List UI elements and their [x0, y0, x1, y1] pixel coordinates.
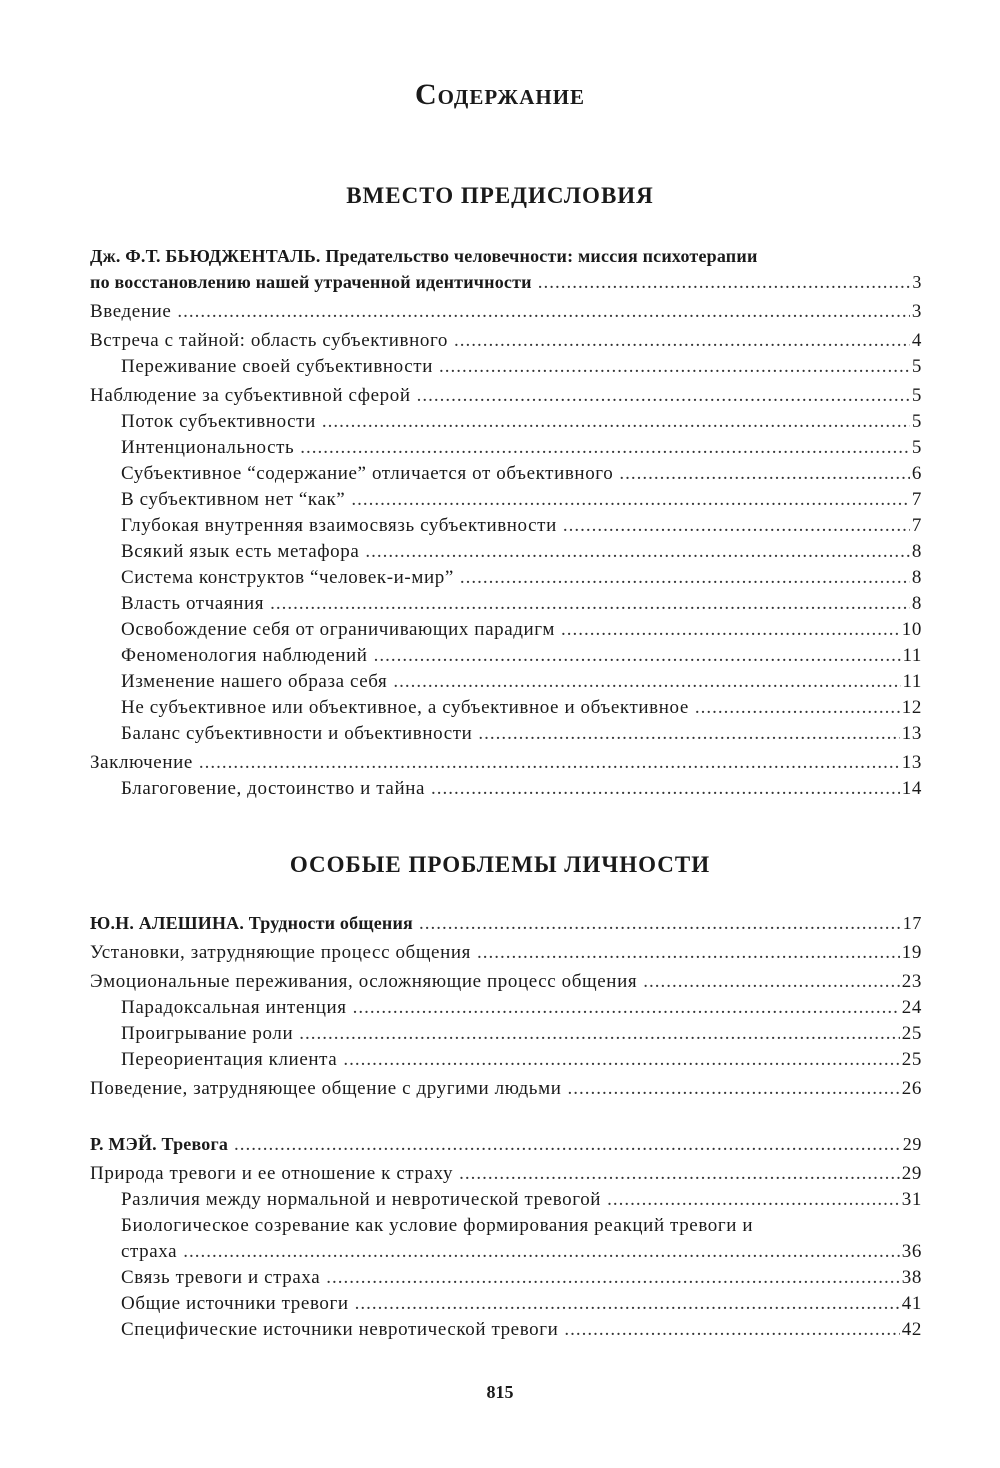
toc-item[interactable]	[90, 750, 922, 776]
entry-title: Система конструктов “человек-и-мир”	[121, 567, 454, 588]
entry-title: Интенциональность	[121, 437, 295, 458]
dot-leader	[365, 539, 910, 565]
toc-subitem[interactable]	[90, 995, 922, 1021]
page-ref: 3	[911, 301, 922, 322]
dot-leader	[478, 721, 899, 747]
toc-subitem[interactable]	[90, 1021, 922, 1047]
dot-leader	[695, 695, 900, 721]
dot-leader	[561, 617, 900, 643]
page-number: 815	[486, 1382, 514, 1402]
dot-leader	[454, 328, 910, 354]
toc-subitem[interactable]	[90, 1317, 922, 1343]
dot-leader	[322, 409, 910, 435]
dot-leader	[643, 969, 900, 995]
entry-title: Феноменология наблюдений	[121, 645, 368, 666]
entry-title: Р. МЭЙ. Тревога	[90, 1134, 229, 1154]
page-ref: 17	[902, 913, 922, 933]
toc-subitem[interactable]	[90, 1187, 922, 1213]
page-ref: 25	[901, 1023, 922, 1044]
toc-subitem[interactable]	[90, 643, 922, 669]
entry-title: Различия между нормальной и невротической тревогой	[121, 1189, 602, 1210]
page-ref: 29	[902, 1134, 922, 1154]
page-ref: 7	[911, 489, 922, 510]
toc-subitem[interactable]	[90, 1265, 922, 1291]
dot-leader	[183, 1239, 900, 1265]
page-ref: 41	[901, 1293, 922, 1314]
page-ref: 5	[911, 385, 922, 406]
page-ref: 3	[912, 272, 922, 292]
page-ref: 19	[901, 942, 922, 963]
entry-title: Не субъективное или объективное, а субъективное и объективное	[121, 697, 689, 718]
page-ref: 13	[901, 752, 922, 773]
page-ref: 4	[911, 330, 922, 351]
dot-leader	[477, 940, 900, 966]
page-ref: 24	[901, 997, 922, 1018]
chapter-title[interactable]	[90, 910, 922, 937]
page-ref: 23	[901, 971, 922, 992]
toc-item[interactable]	[90, 969, 922, 995]
entry-title: Освобождение себя от ограничивающих парадигм	[121, 619, 556, 640]
toc-subitem[interactable]	[90, 721, 922, 747]
page-ref: 29	[901, 1163, 922, 1184]
page-ref: 11	[902, 645, 922, 666]
page-ref: 42	[901, 1319, 922, 1340]
chapter-title[interactable]	[90, 269, 922, 296]
dot-leader	[199, 750, 900, 776]
toc-subitem[interactable]	[90, 776, 922, 802]
page-ref: 5	[911, 437, 922, 458]
page-ref: 25	[901, 1049, 922, 1070]
page-ref: 31	[901, 1189, 922, 1210]
chapter-title-line[interactable]: Дж. Ф.Т. БЬЮДЖЕНТАЛЬ. Предательство человечности: миссия психотерапии	[90, 246, 758, 266]
entry-title: Власть отчаяния	[121, 593, 265, 614]
page-ref: 10	[901, 619, 922, 640]
entry-title: Парадоксальная интенция	[121, 997, 347, 1018]
dot-leader	[439, 354, 910, 380]
entry-title: Наблюдение за субъективной сферой	[90, 385, 411, 406]
toc-subitem[interactable]	[90, 1047, 922, 1073]
dot-leader	[431, 776, 900, 802]
dot-leader	[355, 1291, 900, 1317]
dot-leader	[351, 487, 910, 513]
entry-title: Установки, затрудняющие процесс общения	[90, 942, 471, 963]
dot-leader	[419, 911, 901, 937]
entry-title: Связь тревоги и страха	[121, 1267, 321, 1288]
dot-leader	[374, 643, 901, 669]
toc-subitem[interactable]	[90, 695, 922, 721]
dot-leader	[567, 1076, 899, 1102]
dot-leader	[607, 1187, 900, 1213]
page-ref: 7	[911, 515, 922, 536]
toc-item[interactable]	[90, 383, 922, 409]
toc-subitem[interactable]	[90, 409, 922, 435]
dot-leader	[270, 591, 910, 617]
entry-title: Встреча с тайной: область субъективного	[90, 330, 448, 351]
toc-subitem[interactable]	[90, 354, 922, 380]
toc-subitem[interactable]	[90, 1239, 922, 1265]
toc-item[interactable]	[90, 1076, 922, 1102]
page-ref: 13	[901, 723, 922, 744]
dot-leader	[353, 995, 900, 1021]
toc-section-2	[90, 910, 922, 1102]
page-ref: 12	[901, 697, 922, 718]
entry-title: Специфические источники невротической тревоги	[121, 1319, 559, 1340]
page-ref: 38	[901, 1267, 922, 1288]
entry-title: Поведение, затрудняющее общение с другими людьми	[90, 1078, 562, 1099]
page-ref: 5	[911, 356, 922, 377]
toc-subitem-line[interactable]: Биологическое созревание как условие формирования реакций тревоги и	[121, 1215, 754, 1236]
entry-title: Переживание своей субъективности	[121, 356, 433, 377]
dot-leader	[538, 270, 911, 296]
toc-subitem[interactable]	[90, 539, 922, 565]
dot-leader	[563, 513, 910, 539]
entry-title: Глубокая внутренняя взаимосвязь субъективности	[121, 515, 557, 536]
entry-title: Общие источники тревоги	[121, 1293, 349, 1314]
section-heading: ОСОБЫЕ ПРОБЛЕМЫ ЛИЧНОСТИ	[289, 852, 711, 877]
dot-leader	[300, 435, 910, 461]
page-ref: 8	[911, 541, 922, 562]
dot-leader	[343, 1047, 899, 1073]
page-ref: 26	[901, 1078, 922, 1099]
dot-leader	[234, 1132, 901, 1158]
page-ref: 6	[911, 463, 922, 484]
toc-chapter-may	[90, 1131, 922, 1343]
entry-title: страха	[121, 1241, 178, 1262]
dot-leader	[299, 1021, 900, 1047]
toc-subitem[interactable]	[90, 669, 922, 695]
page-ref: 36	[901, 1241, 922, 1262]
entry-title: Поток субъективности	[121, 411, 316, 432]
entry-title: Природа тревоги и ее отношение к страху	[90, 1163, 454, 1184]
toc-subitem[interactable]	[90, 1291, 922, 1317]
page-ref: 8	[911, 593, 922, 614]
entry-title: Субъективное “содержание” отличается от объективного	[121, 463, 614, 484]
page-ref: 5	[911, 411, 922, 432]
toc-section-1	[90, 243, 922, 802]
entry-title: Баланс субъективности и объективности	[121, 723, 473, 744]
dot-leader	[564, 1317, 899, 1343]
toc-item[interactable]	[90, 1161, 922, 1187]
page-ref: 14	[901, 778, 922, 799]
dot-leader	[326, 1265, 900, 1291]
toc-item[interactable]	[90, 299, 922, 325]
chapter-title[interactable]	[90, 1131, 922, 1158]
dot-leader	[177, 299, 910, 325]
dot-leader	[417, 383, 910, 409]
toc-item[interactable]	[90, 328, 922, 354]
toc-subitem[interactable]	[90, 461, 922, 487]
page-title: Содержание	[414, 78, 586, 111]
toc-subitem[interactable]	[90, 591, 922, 617]
entry-title: Эмоциональные переживания, осложняющие процесс общения	[90, 971, 638, 992]
section-heading: ВМЕСТО ПРЕДИСЛОВИЯ	[346, 183, 654, 208]
entry-title: Ю.Н. АЛЕШИНА. Трудности общения	[90, 913, 413, 933]
toc-item[interactable]	[90, 940, 922, 966]
page-ref: 8	[911, 567, 922, 588]
entry-title: В субъективном нет “как”	[121, 489, 346, 510]
toc-subitem[interactable]	[90, 565, 922, 591]
entry-title: Введение	[90, 301, 172, 322]
dot-leader	[459, 1161, 900, 1187]
toc-subitem[interactable]	[90, 487, 922, 513]
entry-title: Заключение	[90, 752, 193, 773]
entry-title: по восстановлению нашей утраченной идентичности	[90, 272, 532, 292]
entry-title: Изменение нашего образа себя	[121, 671, 388, 692]
dot-leader	[393, 669, 900, 695]
entry-title: Всякий язык есть метафора	[121, 541, 360, 562]
toc-subitem[interactable]	[90, 513, 922, 539]
dot-leader	[619, 461, 910, 487]
dot-leader	[460, 565, 910, 591]
entry-title: Благоговение, достоинство и тайна	[121, 778, 426, 799]
entry-title: Проигрывание роли	[121, 1023, 294, 1044]
toc-subitem[interactable]	[90, 435, 922, 461]
entry-title: Переориентация клиента	[121, 1049, 338, 1070]
page-ref: 11	[902, 671, 922, 692]
toc-subitem[interactable]	[90, 617, 922, 643]
